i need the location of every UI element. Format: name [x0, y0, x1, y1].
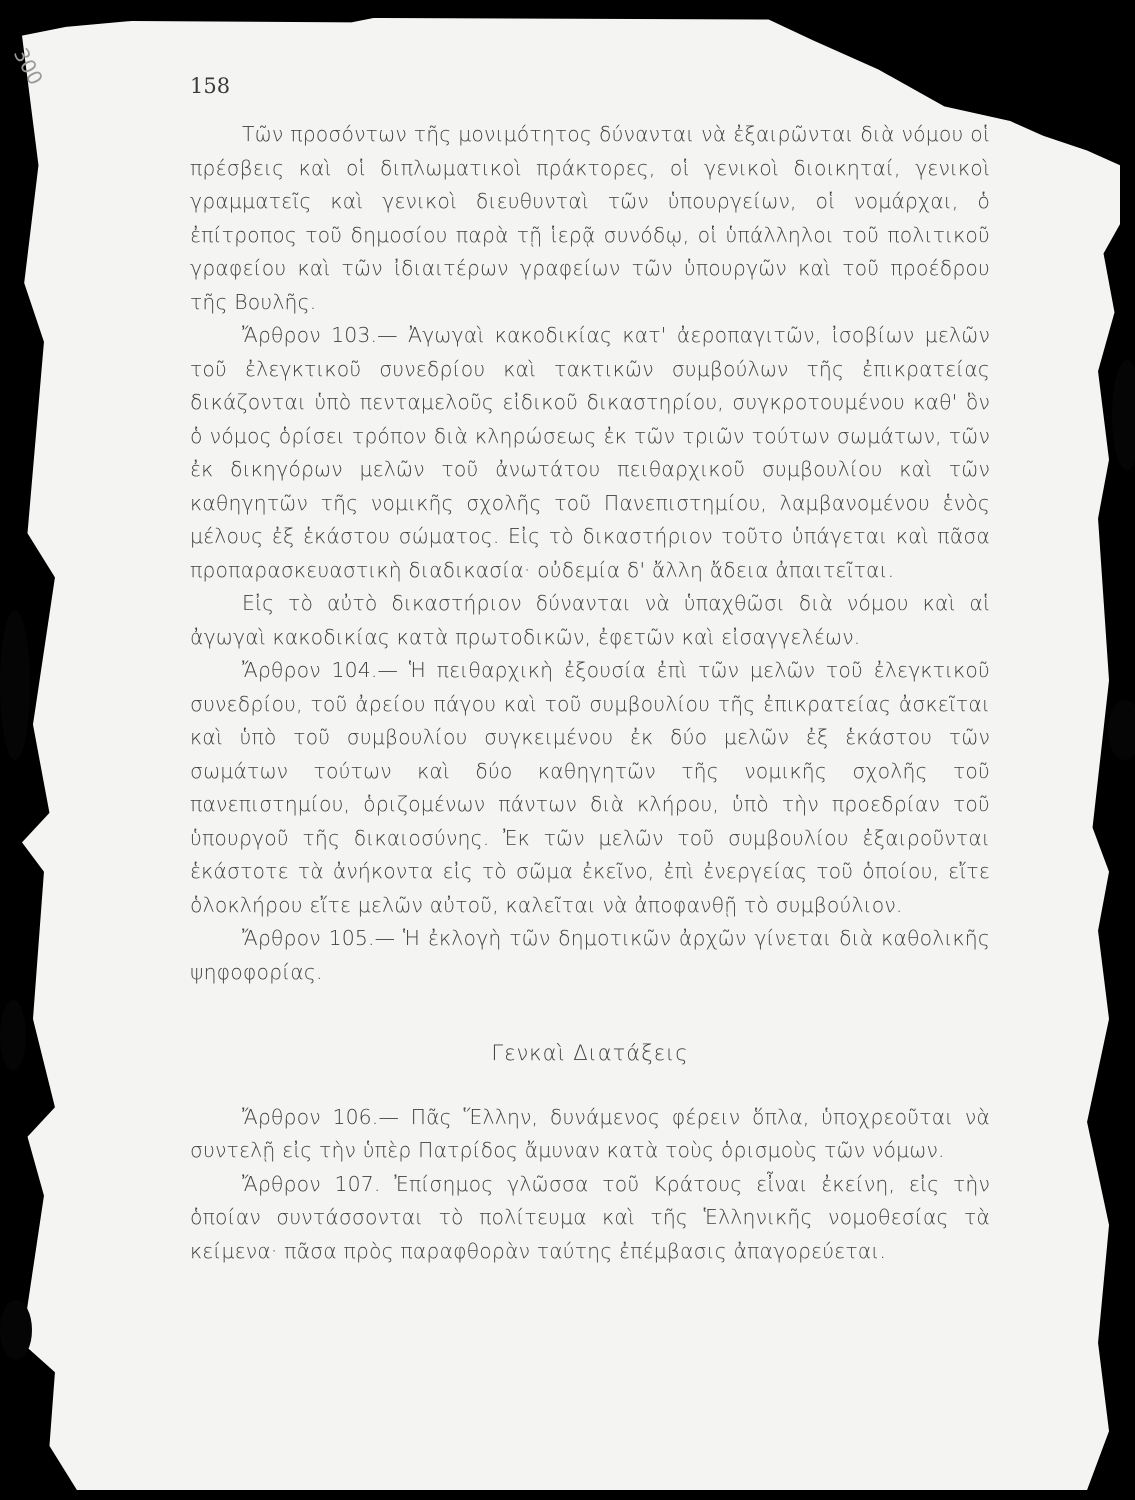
edge-hole: [0, 610, 30, 760]
edge-hole: [0, 1300, 32, 1360]
page-number: 158: [190, 74, 231, 98]
edge-hole: [0, 1000, 26, 1070]
paragraph-article-106: Ἄρθρον 106.— Πᾶς Ἕλλην, δυνάμενος φέρειν ὅπλα, ὑποχρεοῦται νὰ συντελῇ εἰς τὴν ὑπὲρ Πατρίδος ἄμυναν κατὰ τοὺς ὁρισμοὺς τῶν νόμων.: [190, 1104, 990, 1162]
paragraph-article-103-cont: Εἰς τὸ αὐτὸ δικαστήριον δύνανται νὰ ὑπαχθῶσι διὰ νόμου καὶ αἱ ἀγωγαὶ κακοδικίας κατὰ πρωτοδικῶν, ἐφετῶν καὶ εἰσαγγελέων.: [190, 591, 990, 649]
paragraph-article-103: Ἄρθρον 103.— Ἀγωγαὶ κακοδικίας κατ' ἀεροπαγιτῶν, ἰσοβίων μελῶν τοῦ ἐλεγκτικοῦ συνεδρίου καὶ τακτικῶν συμβούλων τῆς ἐπικρατείας δικάζονται ὑπὸ πενταμελοῦς εἰδικοῦ δικαστηρίου, συγκροτουμένου καθ' ὃν ὁ νόμος ὁρίσει τρόπον διὰ κληρώσεως ἐκ τῶν τριῶν τούτων σωμάτων, τῶν ἐκ δικηγόρων μελῶν τοῦ ἀνωτάτου πειθαρχικοῦ συμβουλίου καὶ τῶν καθηγητῶν τῆς νομικῆς σχολῆς τοῦ Πανεπιστημίου, λαμβανομένου ἑνὸς μέλους ἐξ ἑκάστου σώματος. Εἰς τὸ δικαστήριον τοῦτο ὑπάγεται καὶ πᾶσα προπαρασκευαστικὴ διαδικασία· οὐδεμία δ' ἄλλη ἄδεια ἀπαιτεῖται.: [190, 323, 990, 582]
body-text: [190, 118, 990, 1268]
paragraph-intro: Τῶν προσόντων τῆς μονιμότητος δύνανται νὰ ἐξαιρῶνται διὰ νόμου οἱ πρέσβεις καὶ οἱ διπλωματικοὶ πράκτορες, οἱ γενικοὶ διοικηταί, γενικοὶ γραμματεῖς καὶ γενικοὶ διευθυνταὶ τῶν ὑπουργείων, οἱ νομάρχαι, ὁ ἐπίτροπος τοῦ δημοσίου παρὰ τῇ ἱερᾷ συνόδῳ, οἱ ὑπάλληλοι τοῦ πολιτικοῦ γραφείου καὶ τῶν ἰδιαιτέρων γραφείων τῶν ὑπουργῶν καὶ τοῦ προέδρου τῆς Βουλῆς.: [190, 122, 990, 314]
edge-hole: [1112, 360, 1135, 470]
paragraph-article-104: Ἄρθρον 104.— Ἡ πειθαρχικὴ ἐξουσία ἐπὶ τῶν μελῶν τοῦ ἐλεγκτικοῦ συνεδρίου, τοῦ ἀρείου πάγου καὶ τοῦ συμβουλίου τῆς ἐπικρατείας ἀσκεῖται καὶ ὑπὸ τοῦ συμβουλίου συγκειμένου ἐκ δύο μελῶν ἐξ ἑκάστου τῶν σωμάτων τούτων καὶ δύο καθηγητῶν τῆς νομικῆς σχολῆς τοῦ πανεπιστημίου, ὁριζομένων πάντων διὰ κλήρου, ὑπὸ τὴν προεδρίαν τοῦ ὑπουργοῦ τῆς δικαιοσύνης. Ἐκ τῶν μελῶν τοῦ συμβουλίου ἐξαιροῦνται ἑκάστοτε τὰ ἀνήκοντα εἰς τὸ σῶμα ἐκεῖνο, ἐπὶ ἐνεργείας τοῦ ὁποίου, εἴτε ὁλοκλήρου εἴτε μελῶν αὐτοῦ, καλεῖται νὰ ἀποφανθῇ τὸ συμβούλιον.: [190, 658, 990, 917]
paragraph-article-105: Ἄρθρον 105.— Ἡ ἐκλογὴ τῶν δημοτικῶν ἀρχῶν γίνεται διὰ καθολικῆς ψηφοφορίας.: [190, 926, 990, 984]
pencil-mark: 300: [8, 44, 48, 89]
paragraph-article-107: Ἄρθρον 107. Ἐπίσημος γλῶσσα τοῦ Κράτους εἶναι ἐκείνη, εἰς τὴν ὁποίαν συντάσσονται τὸ πολίτευμα καὶ τῆς Ἑλληνικῆς νομοθεσίας τὰ κείμενα· πᾶσα πρὸς παραφθορὰν ταύτης ἐπέμβασις ἀπαγορεύεται.: [190, 1171, 990, 1263]
edge-hole: [1108, 700, 1135, 760]
section-heading: Γενκαὶ Διατάξεις: [491, 1041, 689, 1065]
